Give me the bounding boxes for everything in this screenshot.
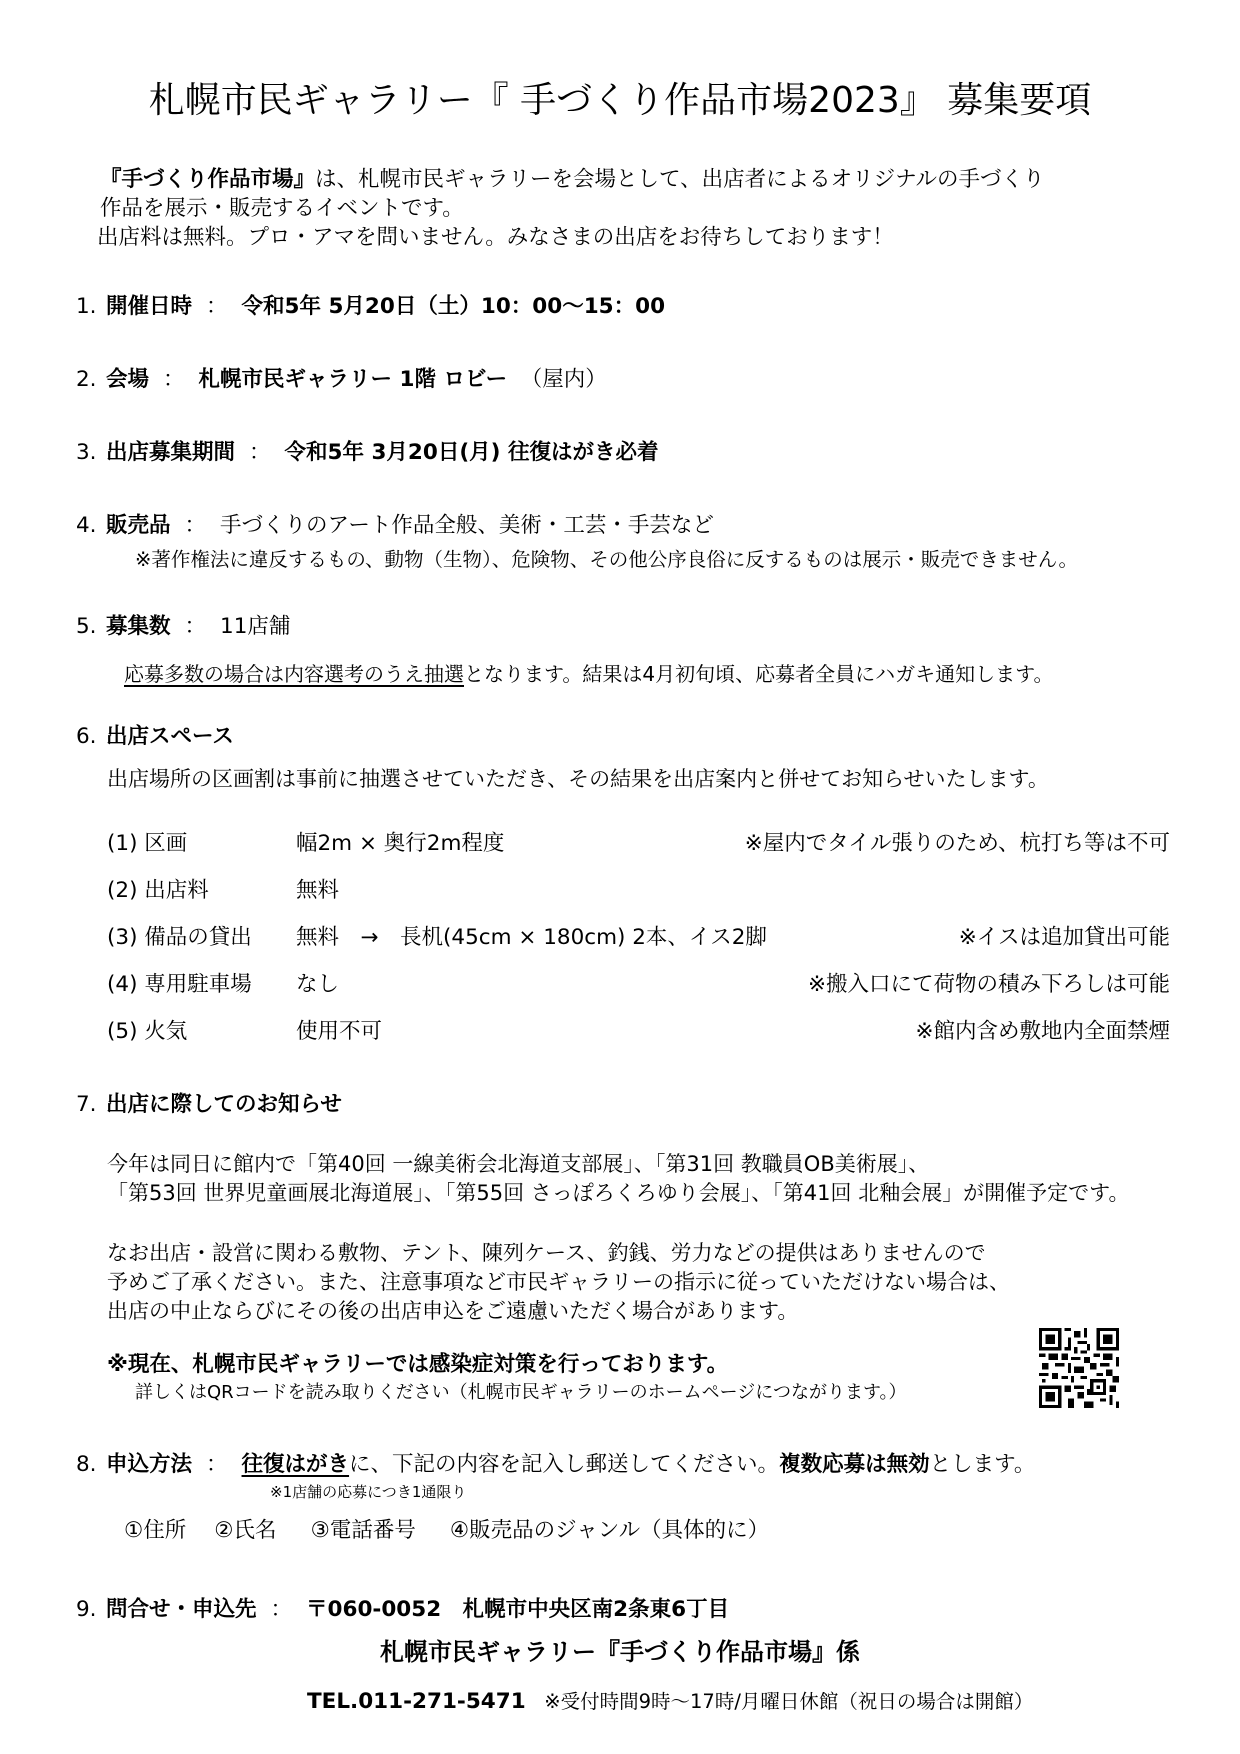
space-row-4: (4) 専用駐車場 なし ※搬入口にて荷物の積み下ろしは可能: [107, 972, 1170, 997]
intro-line-3: 出店料は無料。プロ・アマを問いません。みなさまの出店をお待ちしております！: [97, 225, 894, 250]
section-4: 4. 販売品 ： 手づくりのアート作品全般、美術・工芸・手芸など: [76, 513, 714, 538]
apply-items: ①住所 ②氏名 ③電話番号 ④販売品のジャンル（具体的に）: [124, 1518, 770, 1543]
section-4-note: ※著作権法に違反するもの、動物（生物）、危険物、その他公序良俗に反するものは展示・販売できません。: [135, 548, 1078, 571]
notice-p1-line-2: 「第53回 世界児童画展北海道展」、「第55回 さっぽろくろゆり会展」、「第41回 北釉会展」が開催予定です。: [107, 1181, 1130, 1205]
notice-p2-line-3: 出店の中止ならびにその後の出店申込をご遠慮いただく場合があります。: [107, 1299, 799, 1323]
section-2: 2. 会場 ： 札幌市民ギャラリー 1階 ロビー （屋内）: [76, 367, 607, 392]
section-5: 5. 募集数 ： 11店舗: [76, 614, 291, 639]
covid-note: 詳しくはQRコードを読み取りください（札幌市民ギャラリーのホームページにつながります。）: [135, 1382, 907, 1403]
section-8-small-note: ※1店舗の応募につき1通限り: [270, 1483, 467, 1501]
space-row-1: (1) 区画 幅2m × 奥行2m程度 ※屋内でタイル張りのため、杭打ち等は不可: [107, 831, 1170, 856]
intro-line-2: 作品を展示・販売するイベントです。: [100, 196, 464, 221]
section-8: 8. 申込方法 ： 往復はがきに、下記の内容を記入し郵送してください。複数応募は無効とします。: [76, 1452, 1036, 1477]
notice-p2-line-2: 予めご了承ください。また、注意事項など市民ギャラリーの指示に従っていただけない場合は、: [107, 1270, 1010, 1294]
intro-line-1: 『手づくり作品市場』は、札幌市民ギャラリーを会場として、出店者によるオリジナルの手づくり: [100, 167, 1045, 192]
space-row-2: (2) 出店料 無料: [107, 878, 340, 903]
space-row-5: (5) 火気 使用不可 ※館内含め敷地内全面禁煙: [107, 1019, 1170, 1044]
section-6: 6. 出店スペース: [76, 724, 234, 749]
contact-tel-line: [307, 1686, 1033, 1714]
section-3: 3. 出店募集期間 ： 令和5年 3月20日(月) 往復はがき必着: [76, 440, 659, 465]
space-row-3: (3) 備品の貸出 無料 → 長机(45cm × 180cm) 2本、イス2脚 ※イスは追加貸出可能: [107, 925, 1170, 950]
notice-p1-line-1: 今年は同日に館内で「第40回 一線美術会北海道支部展」、「第31回 教職員OB美術展」、: [107, 1152, 930, 1176]
contact-tel-note: ※受付時間9時〜17時/月曜日休館（祝日の場合は開館）: [544, 1690, 1034, 1713]
notice-p2-line-1: なお出店・設営に関わる敷物、テント、陳列ケース、釣銭、労力などの提供はありませんので: [107, 1241, 986, 1265]
section-5-note: 応募多数の場合は内容選考のうえ抽選となります。結果は4月初旬頃、応募者全員にハガキ通知します。: [124, 662, 1054, 686]
section-7: 7. 出店に際してのお知らせ: [76, 1092, 342, 1117]
qr-code-icon[interactable]: [1039, 1328, 1119, 1408]
section-1: 1. 開催日時 ： 令和5年 5月20日（土）10：00〜15：00: [76, 294, 666, 319]
page-title: 札幌市民ギャラリー『 手づくり作品市場2023』 募集要項: [148, 80, 1092, 121]
contact-tel: TEL.011-271-5471: [307, 1689, 526, 1714]
section-9: 9. 問合せ・申込先 ： 〒060-0052 札幌市中央区南2条東6丁目: [76, 1597, 730, 1622]
contact-org: 札幌市民ギャラリー『手づくり作品市場』係: [380, 1638, 860, 1666]
covid-notice: ※現在、札幌市民ギャラリーでは感染症対策を行っております。: [107, 1352, 729, 1377]
section-6-desc: 出店場所の区画割は事前に抽選させていただき、その結果を出店案内と併せてお知らせいたします。: [107, 767, 1049, 791]
